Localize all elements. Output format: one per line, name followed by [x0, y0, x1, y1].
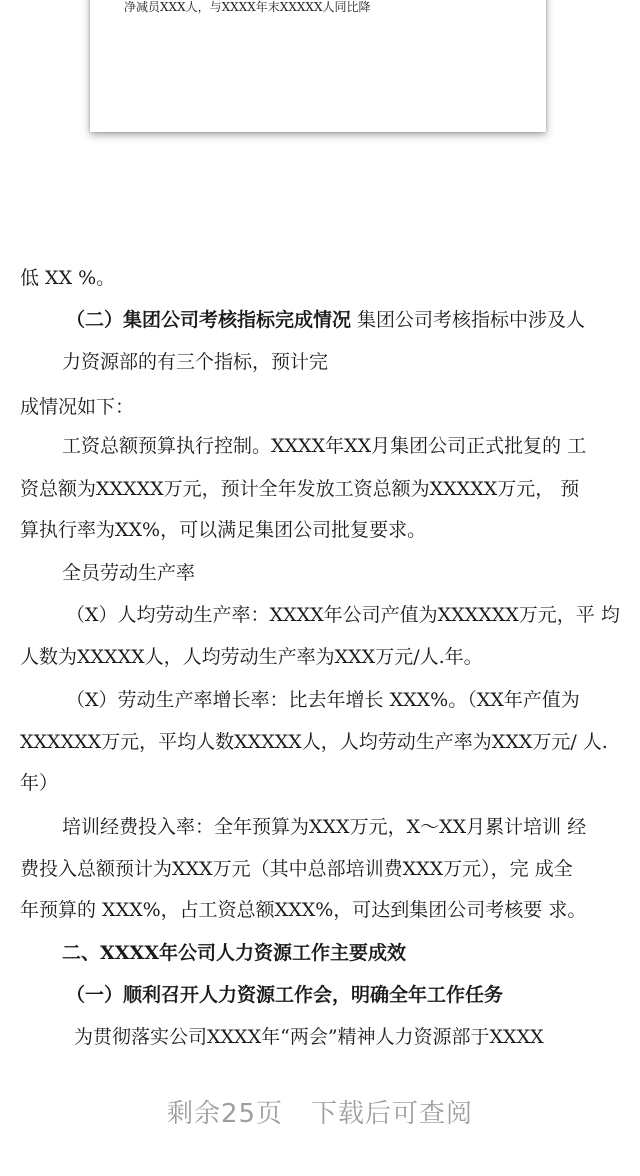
- subsection-heading: （一）顺利召开人力资源工作会，明确全年工作任务: [66, 984, 504, 1006]
- text-line: 年）: [20, 772, 59, 794]
- text-line: [66, 308, 585, 332]
- text-line: 费投入总额预计为XXX万元（其中总部培训费XXX万元），完 成全: [20, 858, 573, 880]
- text-line: 年预算的 XXX%，占工资总额XXX%，可达到集团公司考核要 求。: [20, 899, 587, 921]
- section-heading: （二）集团公司考核指标完成情况: [66, 309, 352, 331]
- text-line: 人数为XXXXX人，人均劳动生产率为XXX万元/人.年。: [20, 646, 483, 668]
- previous-page-preview: [90, 0, 546, 132]
- text-line: 成情况如下：: [20, 396, 135, 418]
- text-line: 力资源部的有三个指标，预计完: [62, 351, 329, 373]
- text-span: 集团公司考核指标中涉及人: [351, 309, 586, 331]
- text-line: 全员劳动生产率: [62, 562, 196, 584]
- text-line: （X）人均劳动生产率：XXXX年公司产值为XXXXXX万元，平 均: [66, 604, 620, 626]
- text-line: 培训经费投入率：全年预算为XXX万元，X～XX月累计培训 经: [62, 816, 587, 838]
- text-line: 资总额为XXXXX万元，预计全年发放工资总额为XXXXX万元， 预: [20, 478, 580, 500]
- section-heading: 二、XXXX年公司人力资源工作主要成效: [62, 942, 406, 964]
- download-to-view-label: 下载后可查阅: [311, 1099, 474, 1129]
- text-line: 算执行率为XX%，可以满足集团公司批复要求。: [20, 519, 427, 541]
- download-prompt[interactable]: [0, 1093, 640, 1130]
- text-line: 低 XX %。: [20, 267, 116, 289]
- preview-text: 净减员XXX人，与XXXX年末XXXXX人同比降: [124, 0, 371, 14]
- text-line: （X）劳动生产率增长率：比去年增长 XXX%。（XX年产值为: [66, 689, 580, 711]
- text-line: 工资总额预算执行控制。XXXX年XX月集团公司正式批复的 工: [62, 435, 587, 457]
- remaining-pages-label: 剩余25页: [166, 1099, 284, 1129]
- text-line: XXXXXX万元，平均人数XXXXX人，人均劳动生产率为XXX万元/ 人.: [20, 731, 608, 753]
- text-line: 为贯彻落实公司XXXX年“两会”精神人力资源部于XXXX: [74, 1026, 544, 1048]
